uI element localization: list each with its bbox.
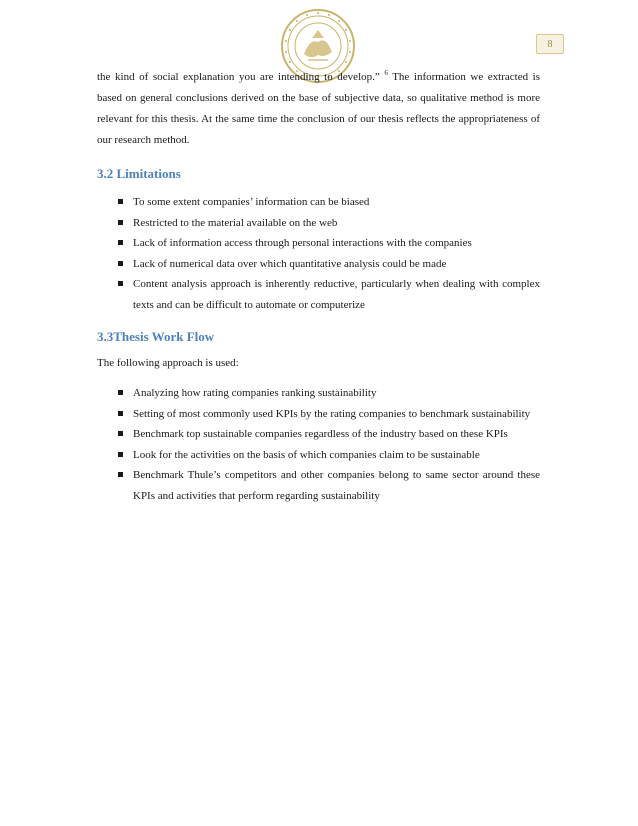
list-item: Content analysis approach is inherently reductive, particularly when dealing with complex texts and can be difficult to automate or computerize <box>97 274 540 315</box>
list-item: Setting of most commonly used KPIs by the rating companies to benchmark sustainability <box>97 404 540 425</box>
limitations-heading: 3.2 Limitations <box>97 166 181 181</box>
limitations-list <box>97 192 540 315</box>
intro-text-before-note: the kind of social explanation you are intending to develop.” <box>97 71 380 83</box>
list-item: Look for the activities on the basis of which companies claim to be sustainable <box>97 445 540 466</box>
square-bullet-icon <box>118 411 123 416</box>
square-bullet-icon <box>118 240 123 245</box>
square-bullet-icon <box>118 281 123 286</box>
square-bullet-icon <box>118 220 123 225</box>
list-item: Lack of numerical data over which quantitative analysis could be made <box>97 254 540 275</box>
list-item: Restricted to the material available on the web <box>97 213 540 234</box>
work-flow-heading: 3.3Thesis Work Flow <box>97 329 215 344</box>
square-bullet-icon <box>118 472 123 477</box>
page-body <box>97 67 540 506</box>
square-bullet-icon <box>118 452 123 457</box>
work-flow-list <box>97 383 540 506</box>
list-item: Lack of information access through personal interactions with the companies <box>97 233 540 254</box>
list-item: To some extent companies’ information can be biased <box>97 192 540 213</box>
footnote-ref[interactable]: 6 <box>384 69 388 77</box>
square-bullet-icon <box>118 261 123 266</box>
page-number: 8 <box>536 34 564 54</box>
list-item: Analyzing how rating companies ranking sustainability <box>97 383 540 404</box>
work-flow-intro: The following approach is used: <box>97 357 239 369</box>
square-bullet-icon <box>118 431 123 436</box>
intro-text-after-note: The information we extracted is based on general conclusions derived on the base of subjective data, so qualitative method is more relevant for this thesis. At the same time the conclusion of our thesis reflects the appropriateness of our research method. <box>97 71 541 146</box>
list-item: Benchmark Thule’s competitors and other companies belong to same sector around these KPIs and activities that perform regarding sustainability <box>97 465 540 506</box>
square-bullet-icon <box>118 199 123 204</box>
square-bullet-icon <box>118 390 123 395</box>
intro-paragraph <box>97 67 540 151</box>
list-item: Benchmark top sustainable companies regardless of the industry based on these KPIs <box>97 424 540 445</box>
